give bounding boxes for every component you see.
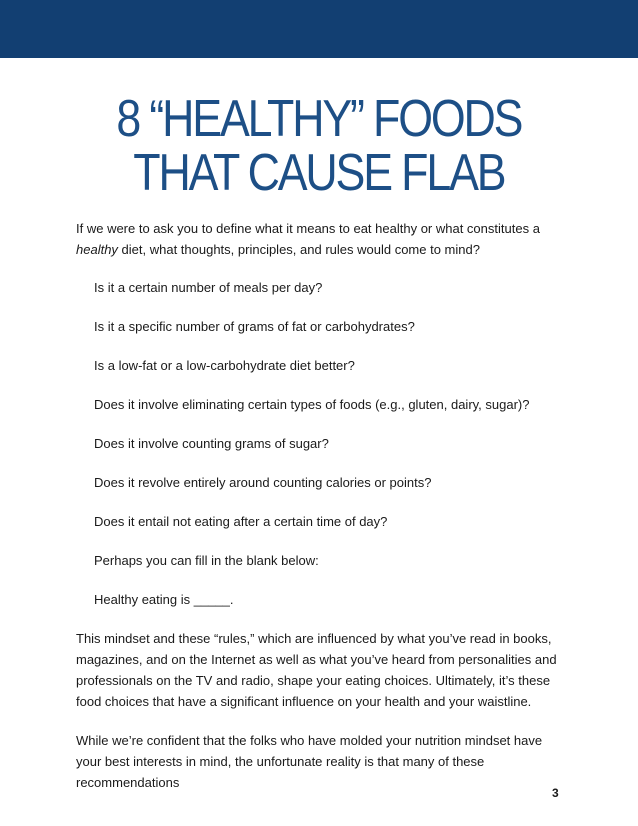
question-item: Does it involve eliminating certain types of foods (e.g., gluten, dairy, sugar)? [94,397,530,412]
question-item: Perhaps you can fill in the blank below: [94,553,319,568]
question-item: Does it revolve entirely around counting calories or points? [94,475,432,490]
page-number: 3 [552,786,559,800]
body-paragraph: This mindset and these “rules,” which are influenced by what you’ve read in books, magazines, and on the Internet as well as what you’ve heard from personalities and professionals on the TV and radio, shape your eating choices. Ultimately, it’s these food choices that have a significant influence on your health and your waistline. [76,631,557,709]
body-paragraph: While we’re confident that the folks who have molded your nutrition mindset have your best interests in mind, the unfortunate reality is that many of these recommendations [76,733,543,790]
intro-text-1: If we were to ask you to define what it means to eat healthy or what constitutes a [76,221,540,236]
article-body [76,218,566,811]
question-item: Healthy eating is _____. [94,592,234,607]
title-line-2: THAT CAUSE FLAB [133,144,505,202]
page-title [45,92,594,200]
question-item: Is it a specific number of grams of fat or carbohydrates? [94,319,415,334]
title-line-1: 8 “HEALTHY” FOODS [116,90,522,148]
header-band [0,0,638,58]
question-item: Is it a certain number of meals per day? [94,280,323,295]
question-item: Does it entail not eating after a certain time of day? [94,514,388,529]
intro-italic-word: healthy [76,242,118,257]
question-item: Is a low-fat or a low-carbohydrate diet better? [94,358,355,373]
intro-paragraph [76,218,566,260]
question-item: Does it involve counting grams of sugar? [94,436,329,451]
intro-text-2: diet, what thoughts, principles, and rules would come to mind? [117,242,480,257]
